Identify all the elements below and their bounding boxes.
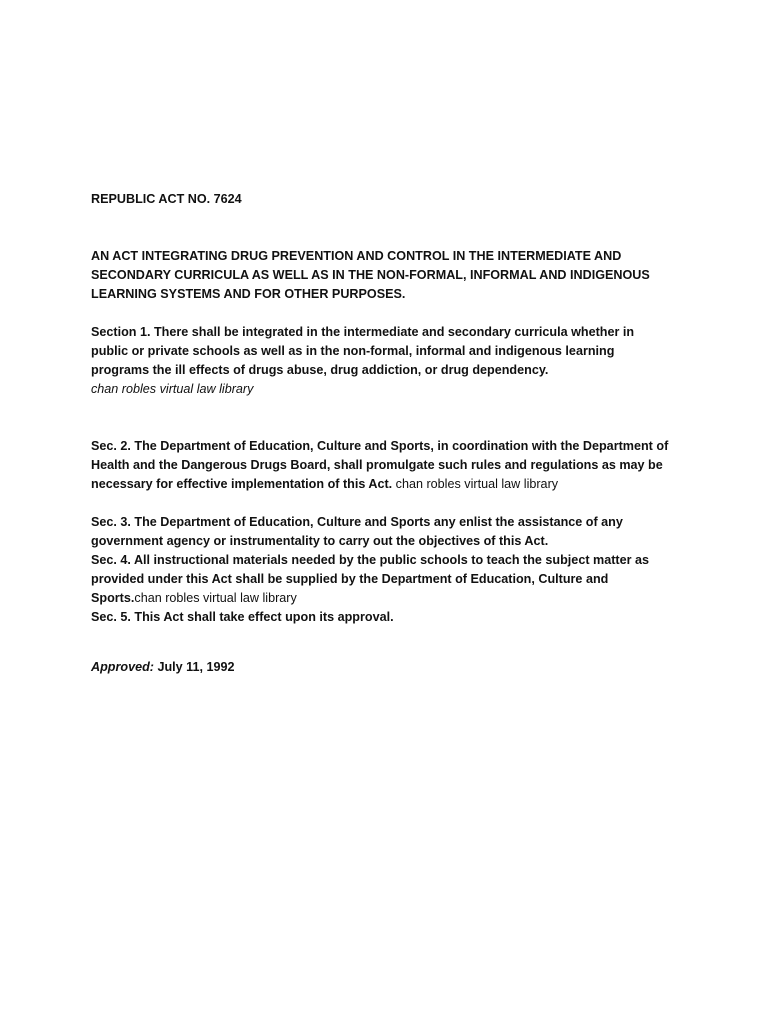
section-4-text: Sec. 4. All instructional materials needed by the public schools to teach the subject matter as provided under this Act shall be supplied by the Department of Education, Culture and Sports.: [91, 553, 650, 605]
section-4-note: chan robles virtual law library: [134, 591, 297, 605]
section-4: [91, 551, 671, 608]
section-3: Sec. 3. The Department of Education, Culture and Sports any enlist the assistance of any government agency or instrumentality to carry out the objectives of this Act.: [91, 515, 623, 548]
section-1: [91, 323, 671, 399]
section-2: [91, 437, 671, 494]
section-5: Sec. 5. This Act shall take effect upon its approval.: [91, 610, 394, 624]
section-2-text: Sec. 2. The Department of Education, Culture and Sports, in coordination with the Department of Health and the Dangerous Drugs Board, shall promulgate such rules and regulations as may be necessary for effective implementation of this Act.: [91, 439, 669, 491]
act-title: REPUBLIC ACT NO. 7624: [91, 192, 242, 206]
section-1-note: chan robles virtual law library: [91, 382, 254, 396]
approved-date: July 11, 1992: [157, 660, 235, 674]
act-long-title: AN ACT INTEGRATING DRUG PREVENTION AND CONTROL IN THE INTERMEDIATE AND SECONDARY CURRICULA AS WELL AS IN THE NON-FORMAL, INFORMAL AND INDIGENOUS LEARNING SYSTEMS AND FOR OTHER PURPOSES.: [91, 249, 650, 301]
section-2-note: chan robles virtual law library: [395, 477, 559, 491]
approval-line: [91, 658, 671, 677]
approved-label: Approved:: [91, 660, 154, 674]
section-1-text: Section 1. There shall be integrated in the intermediate and secondary curricula whether in public or private schools as well as in the non-formal, informal and indigenous learning programs the ill effects of drugs abuse, drug addiction, or drug dependency.: [91, 325, 635, 377]
document-page: [91, 190, 671, 677]
